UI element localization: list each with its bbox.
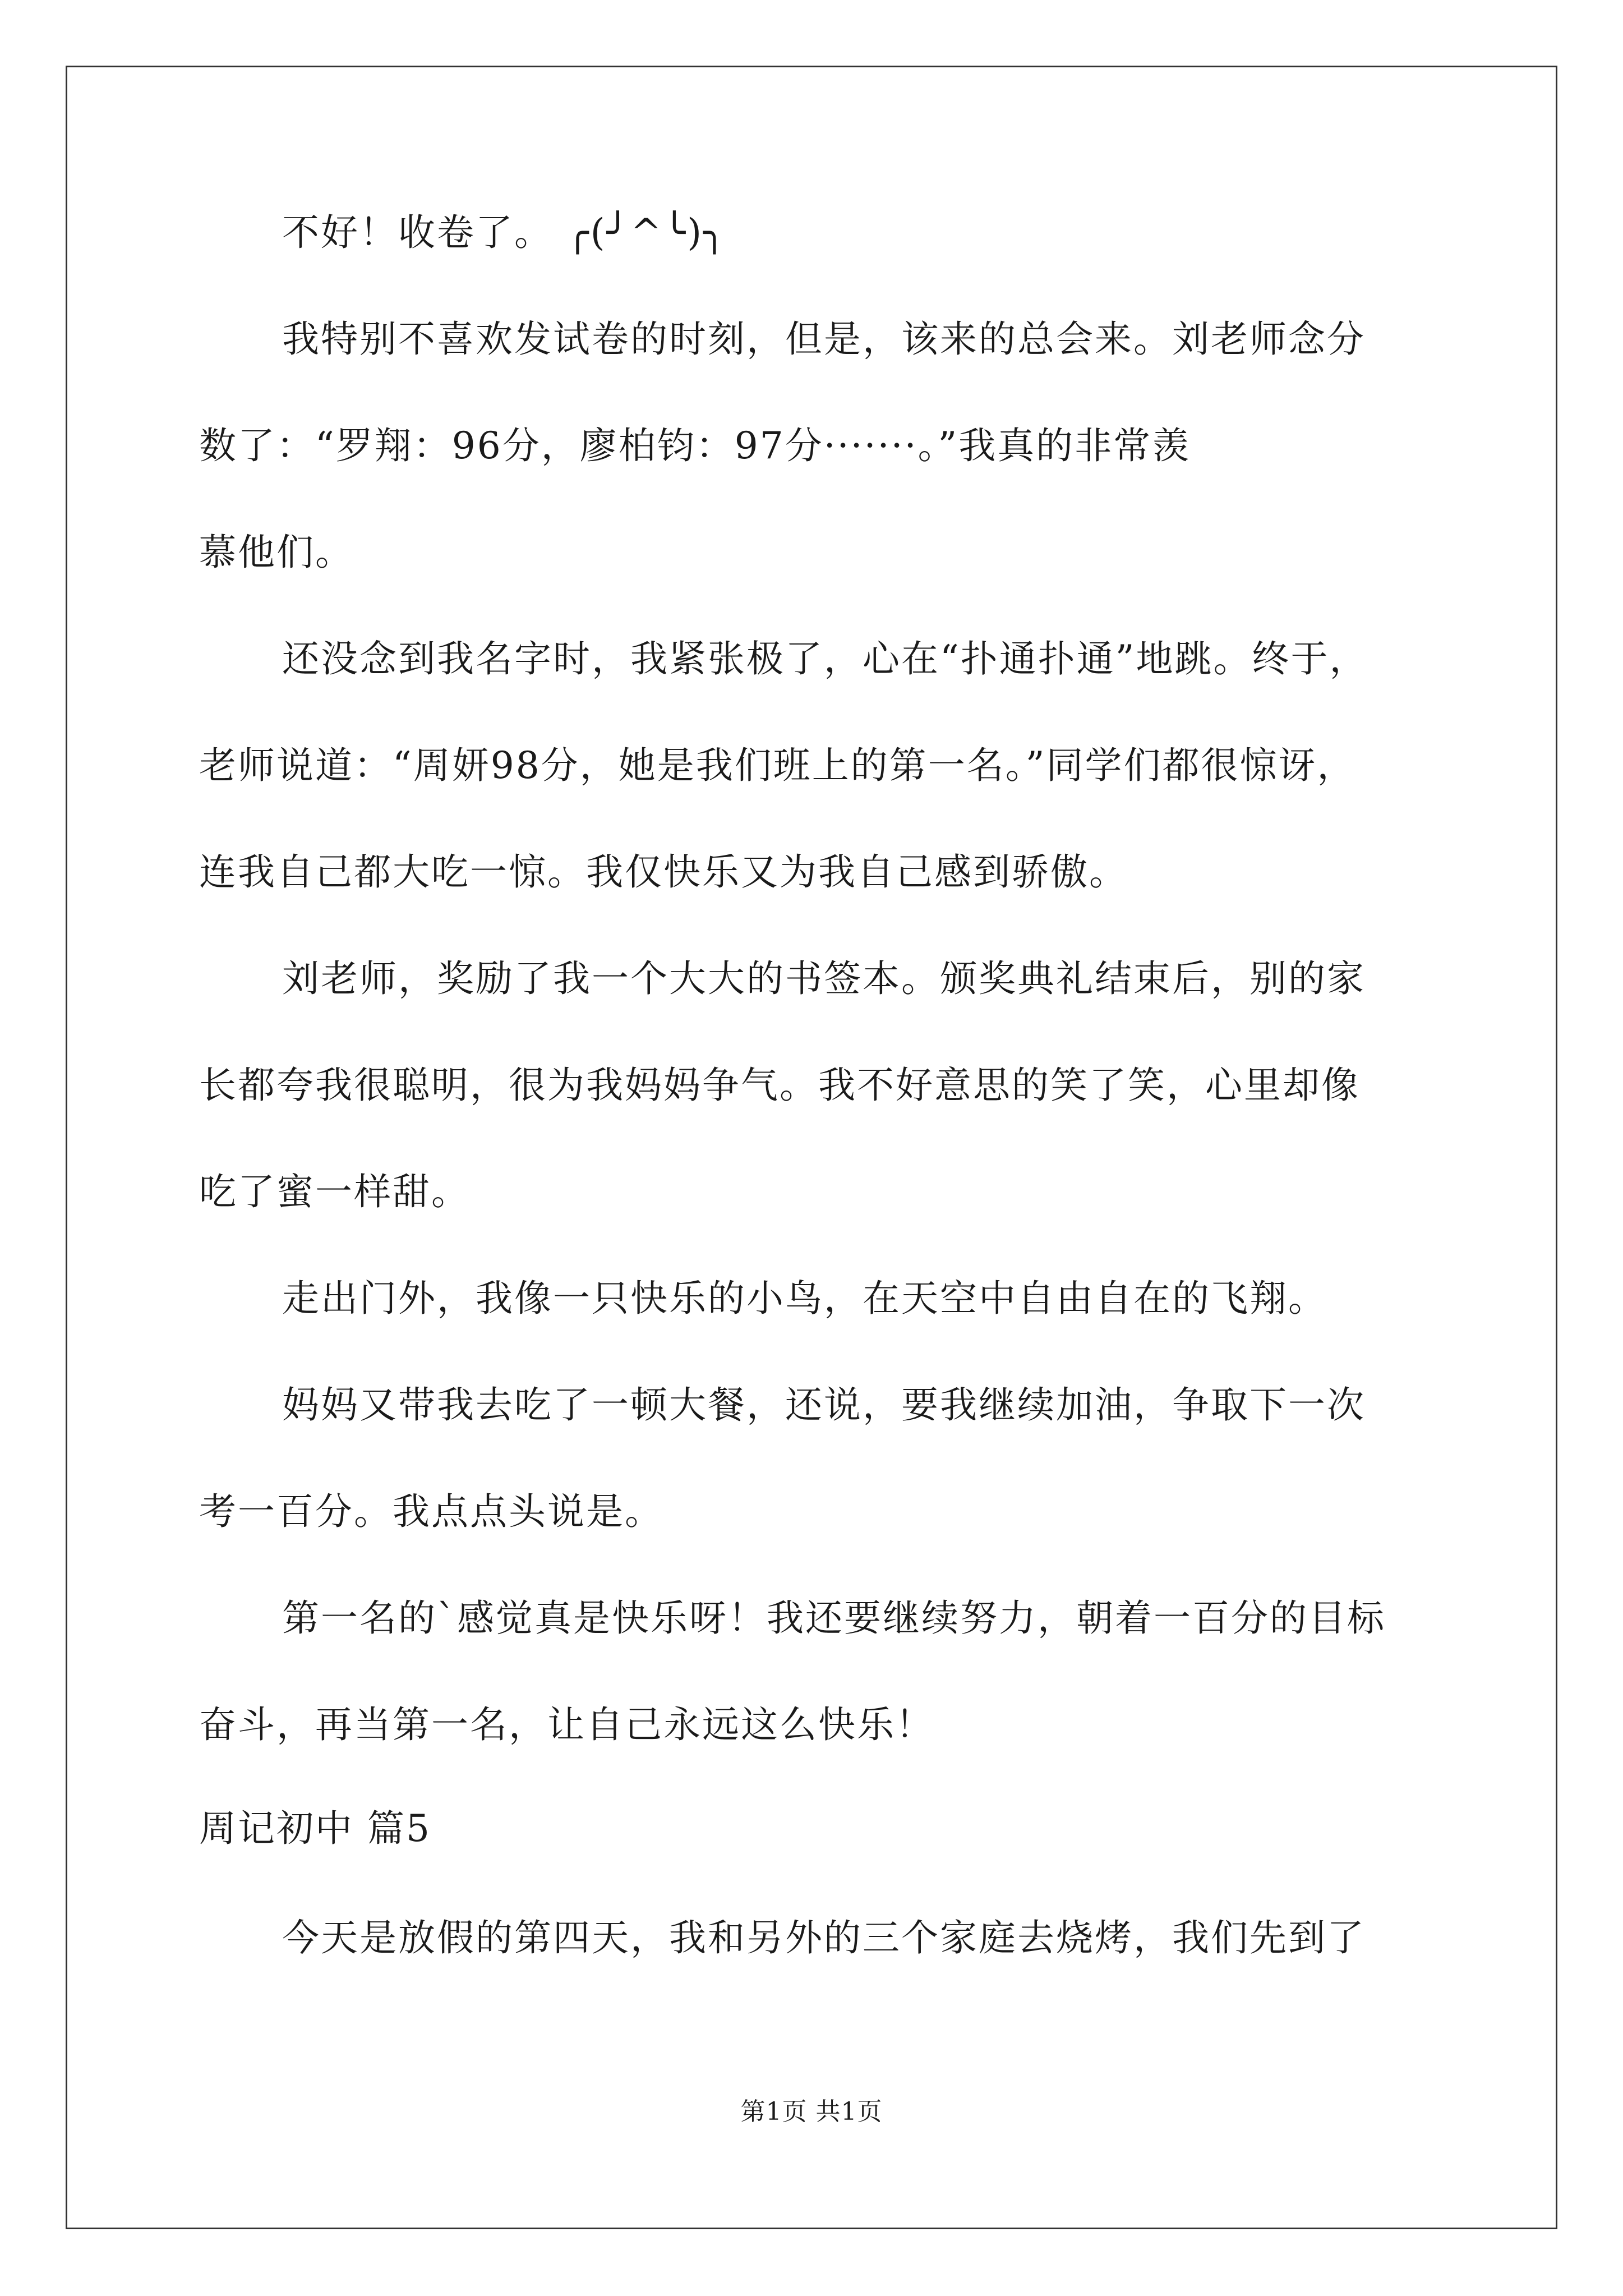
text-line: 慕他们。 [199, 531, 354, 574]
page-number: 第1页 共1页 [740, 2097, 883, 2126]
text-line: 走出门外，我像一只快乐的小鸟，在天空中自由自在的飞翔。 [282, 1277, 1327, 1320]
text-line: 我特别不喜欢发试卷的时刻，但是，该来的总会来。刘老师念分 [282, 318, 1366, 361]
text-line: 吃了蜜一样甜。 [199, 1170, 470, 1213]
text-line: 连我自己都大吃一惊。我仅快乐又为我自己感到骄傲。 [199, 850, 1128, 894]
text-line: 长都夸我很聪明，很为我妈妈争气。我不好意思的笑了笑，心里却像 [199, 1064, 1360, 1107]
section-heading: 周记初中 篇5 [199, 1807, 431, 1850]
text-line: 妈妈又带我去吃了一顿大餐，还说，要我继续加油，争取下一次 [282, 1383, 1366, 1427]
text-line: 第一名的`感觉真是快乐呀！我还要继续努力，朝着一百分的目标 [282, 1596, 1386, 1640]
text-line: 刘老师，奖励了我一个大大的书签本。颁奖典礼结束后，别的家 [282, 957, 1366, 1000]
text-line: 今天是放假的第四天，我和另外的三个家庭去烧烤，我们先到了 [282, 1916, 1366, 1959]
text-line: 奋斗，再当第一名，让自己永远这么快乐！ [199, 1703, 934, 1746]
text-line: 数了：“罗翔：96分，廖柏钧：97分·······。”我真的非常羡 [199, 424, 1191, 467]
page-frame [66, 66, 1557, 2229]
text-line: 还没念到我名字时，我紧张极了，心在“扑通扑通”地跳。终于， [282, 637, 1368, 680]
text-line: 不好！收卷了。 ╭(╯^╰)╮ [282, 211, 727, 254]
text-line: 考一百分。我点点头说是。 [199, 1490, 663, 1533]
text-line: 老师说道：“周妍98分，她是我们班上的第一名。”同学们都很惊讶， [199, 744, 1356, 787]
